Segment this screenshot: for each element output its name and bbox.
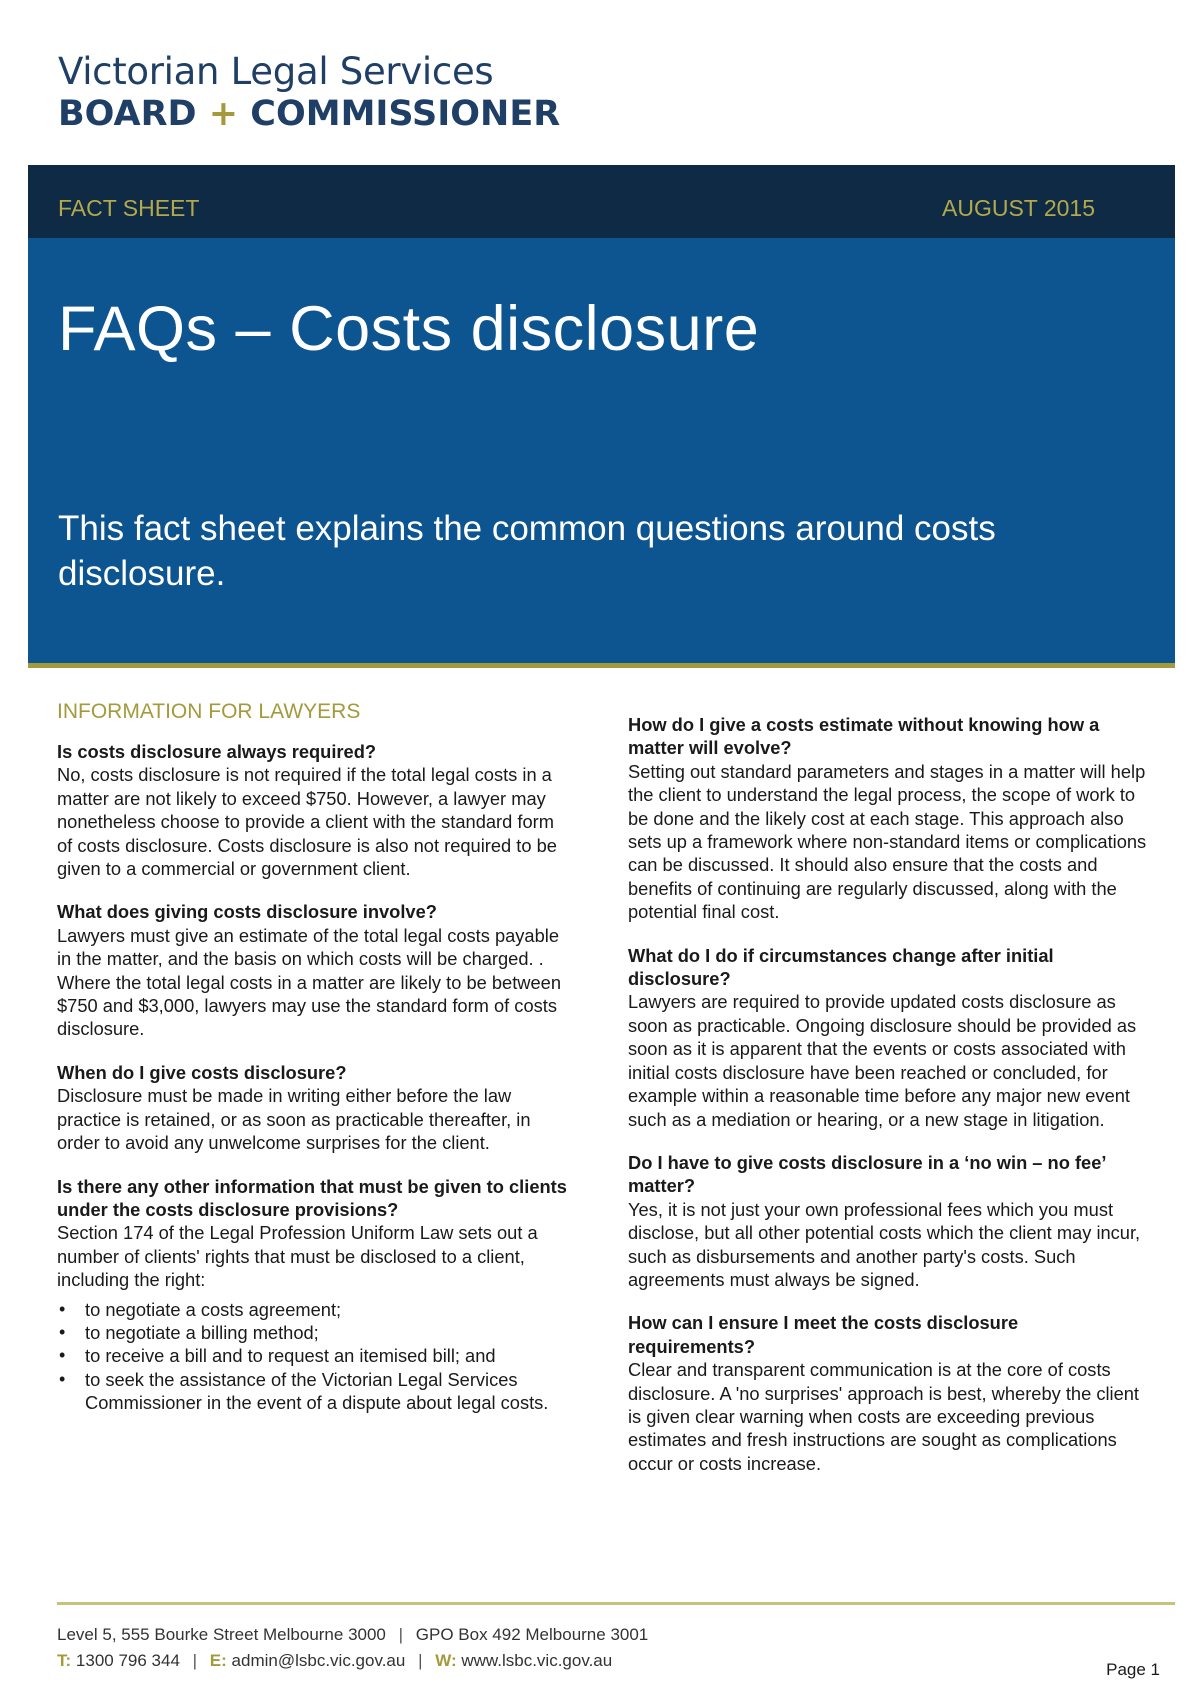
- phone-label: T:: [57, 1651, 72, 1670]
- faq-question: What does giving costs disclosure involve?: [57, 901, 437, 923]
- faq-item: [628, 1151, 1148, 1291]
- right-column: [628, 713, 1148, 1495]
- faq-answer: Disclosure must be made in writing either before the law practice is retained, or as soon as practicable thereafter, in order to avoid any unwelcome surprises for the client.: [57, 1085, 531, 1154]
- faq-question: Do I have to give costs disclosure in a ‘no win – no fee’ matter?: [628, 1151, 1106, 1197]
- faq-item: [57, 1061, 572, 1155]
- faq-item: [57, 900, 572, 1040]
- footer-po-box: GPO Box 492 Melbourne 3001: [415, 1625, 649, 1644]
- hero-top-bar: [28, 165, 1175, 238]
- faq-item: [628, 1311, 1148, 1475]
- faq-item: [57, 740, 572, 880]
- logo-line-2: [58, 92, 560, 136]
- footer-contact: [57, 1622, 648, 1674]
- footer-contact-line: [57, 1648, 648, 1674]
- faq-item: [57, 1175, 572, 1415]
- faq-question: How do I give a costs estimate without knowing how a matter will evolve?: [628, 714, 1100, 759]
- page-subtitle: This fact sheet explains the common questions around costs disclosure.: [58, 509, 996, 593]
- footer-separator: |: [398, 1625, 404, 1644]
- faq-item: [628, 713, 1148, 924]
- faq-item: [628, 944, 1148, 1131]
- section-heading: INFORMATION FOR LAWYERS: [57, 700, 361, 723]
- footer-phone[interactable]: 1300 796 344: [75, 1651, 180, 1670]
- logo-commissioner: COMMISSIONER: [250, 94, 561, 134]
- faq-answer: Lawyers must give an estimate of the total legal costs payable in the matter, and the basis on which costs will be charged. . Where the total legal costs in a matter are likely to be between $750 and $3,000, lawyers may use the standard form of costs disclosure.: [57, 924, 562, 1040]
- faq-question: When do I give costs disclosure?: [57, 1061, 347, 1083]
- faq-answer: Lawyers are required to provide updated costs disclosure as soon as practicable. Ongoing disclosure should be provided as soon as it is apparent that the events or costs associated with initial costs disclosure have been reached or concluded, for example within a reasonable time before any major new event such as a mediation or hearing, or a new stage in litigation.: [628, 991, 1137, 1130]
- faq-answer: Clear and transparent communication is at the core of costs disclosure. A 'no surprises' approach is best, whereby the client is given clear warning when costs are exceeding previous estimates and fresh instructions are sought as complications occur or costs increase.: [628, 1359, 1139, 1474]
- left-column: [57, 700, 572, 1435]
- list-item: • to negotiate a costs agreement;: [57, 1298, 572, 1321]
- footer-separator: |: [418, 1651, 423, 1670]
- footer-email-link[interactable]: admin@lsbc.vic.gov.au: [231, 1651, 406, 1670]
- hero-divider: [28, 663, 1175, 668]
- faq-answer: No, costs disclosure is not required if the total legal costs in a matter are not likely to exceed $750. However, a lawyer may nonetheless choose to provide a client with the standard form of costs disclosure. Costs disclosure is also not required to be given to a commercial or government client.: [57, 764, 557, 880]
- list-item: • to negotiate a billing method;: [57, 1321, 572, 1344]
- logo-plus: +: [208, 94, 239, 134]
- fact-sheet-label: FACT SHEET: [58, 195, 200, 221]
- faq-question: How can I ensure I meet the costs disclosure requirements?: [628, 1312, 1019, 1357]
- footer-separator: |: [192, 1651, 198, 1670]
- hero-banner: [28, 165, 1175, 668]
- footer-address-line: [57, 1622, 648, 1648]
- faq-question: Is costs disclosure always required?: [57, 741, 377, 762]
- publication-date: AUGUST 2015: [942, 195, 1095, 221]
- faq-answer: Yes, it is not just your own professional fees which you must disclose, but all other potential costs which the client may incur, such as disbursements and another party's costs. Such agreements must always be signed.: [628, 1198, 1141, 1290]
- page-number: Page 1: [1106, 1660, 1160, 1679]
- faq-question: What do I do if circumstances change after initial disclosure?: [628, 944, 1054, 990]
- list-item: • to seek the assistance of the Victorian Legal Services Commissioner in the event of a dispute about legal costs.: [57, 1368, 572, 1415]
- faq-answer: Setting out standard parameters and stages in a matter will help the client to understand the legal process, the scope of work to be done and the likely cost at each stage. This approach also sets up a framework where non-standard items or complications can be discussed. It should also ensure that the costs and benefits of continuing are regularly discussed, along with the potential final cost.: [628, 760, 1147, 923]
- footer-website-link[interactable]: www.lsbc.vic.gov.au: [461, 1651, 613, 1670]
- email-label: E:: [209, 1651, 227, 1670]
- logo-board: BOARD: [58, 94, 197, 134]
- footer-address: Level 5, 555 Bourke Street Melbourne 3000: [57, 1625, 386, 1644]
- hero-main-panel: [28, 238, 1175, 663]
- logo-line-1: Victorian Legal Services: [58, 50, 494, 93]
- rights-list: [57, 1298, 572, 1415]
- organisation-logo: [58, 52, 560, 136]
- list-item: • to receive a bill and to request an itemised bill; and: [57, 1344, 572, 1367]
- page-title: FAQs – Costs disclosure: [58, 294, 760, 364]
- faq-answer: Section 174 of the Legal Profession Uniform Law sets out a number of clients' rights that must be disclosed to a client, including the right:: [57, 1222, 538, 1291]
- footer-divider: [57, 1602, 1175, 1605]
- faq-question: Is there any other information that must be given to clients under the costs disclosure provisions?: [57, 1175, 567, 1220]
- web-label: W:: [435, 1651, 457, 1670]
